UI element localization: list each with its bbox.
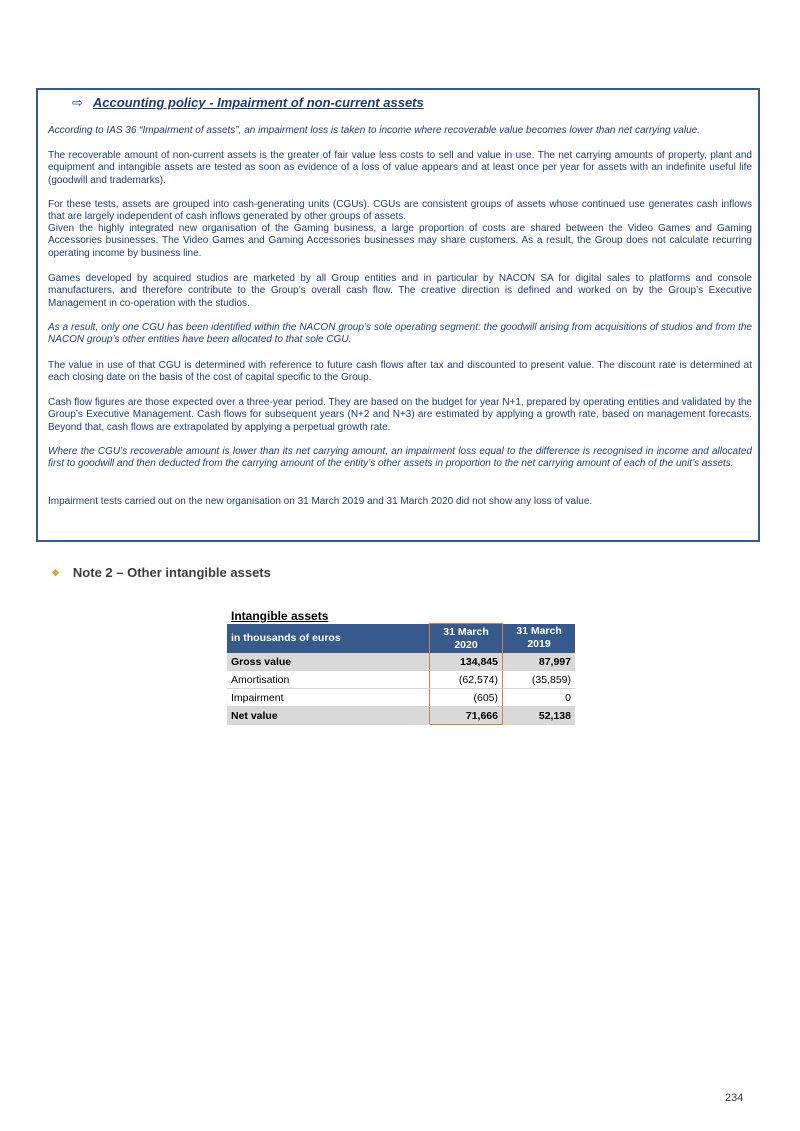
column-header-line: 2019 <box>527 638 551 651</box>
header-label: in thousands of euros <box>227 624 430 654</box>
note-heading-text: Note 2 – Other intangible assets <box>72 565 271 580</box>
policy-title <box>72 95 424 111</box>
intangible-assets-table <box>227 623 575 725</box>
row-label: Amortisation <box>227 671 430 689</box>
policy-paragraph: As a result, only one CGU has been identified within the NACON group’s sole operating segment: the goodwill arising from acquisitions of studios and from the NACON group’s other entities have been allocated to that sole CGU. <box>48 322 752 346</box>
row-label: Impairment <box>227 689 430 707</box>
row-label: Net value <box>227 707 430 725</box>
table-row <box>227 689 575 707</box>
cell-2020: (62,574) <box>430 671 503 689</box>
diamond-bullet-icon: ◆ <box>52 567 59 577</box>
policy-paragraph: For these tests, assets are grouped into cash-generating units (CGUs). CGUs are consistent groups of assets whose continued use generates cash inflows that are largely independent of cash inflows generated by other groups of assets. <box>48 199 752 223</box>
table-title: Intangible assets <box>231 609 329 623</box>
cell-2020: 134,845 <box>430 653 503 671</box>
table-header-row <box>227 624 575 654</box>
cell-2019: 87,997 <box>503 653 576 671</box>
cell-2020: (605) <box>430 689 503 707</box>
policy-paragraph: According to IAS 36 “Impairment of assets”, an impairment loss is taken to income where recoverable value becomes lower than net carrying value. <box>48 125 700 136</box>
policy-paragraph: Cash flow figures are those expected over a three-year period. They are based on the budget for year N+1, prepared by operating entities and validated by the Group’s Executive Management. Cash flows for subsequent years (N+2 and N+3) are estimated by applying a growth rate, based on management forecasts. Beyond that, cash flows are extrapolated by applying a perpetual growth rate. <box>48 397 752 433</box>
table-row <box>227 653 575 671</box>
cell-2019: 0 <box>503 689 576 707</box>
table-row <box>227 671 575 689</box>
policy-paragraph: Given the highly integrated new organisation of the Gaming business, a large proportion of costs are shared between the Video Games and Gaming Accessories businesses. The Video Games and Gaming Accessories businesses may share customers. As a result, the Group does not calculate recurring operating income by business line. <box>48 223 752 259</box>
column-header-line: 31 March <box>443 625 489 638</box>
cell-2019: (35,859) <box>503 671 576 689</box>
policy-title-text: Accounting policy - Impairment of non-current assets <box>92 95 424 110</box>
policy-paragraph: The value in use of that CGU is determined with reference to future cash flows after tax and discounted to present value. The discount rate is determined at each closing date on the basis of the cost of capital specific to the Group. <box>48 360 752 384</box>
policy-paragraph: Games developed by acquired studios are marketed by all Group entities and in particular by NACON SA for digital sales to platforms and console manufacturers, and therefore contribute to the Group’s overall cash flow. The creative direction is defined and worked on by the Group’s Executive Management in co-operation with the studios. <box>48 273 752 309</box>
column-header-line: 2020 <box>454 638 478 651</box>
note-heading <box>52 565 271 580</box>
table-row <box>227 707 575 725</box>
policy-paragraph: Impairment tests carried out on the new organisation on 31 March 2019 and 31 March 2020 did not show any loss of value. <box>48 496 593 507</box>
arrow-right-icon: ⇨ <box>72 95 83 110</box>
column-header-2020 <box>430 624 503 654</box>
cell-2020: 71,666 <box>430 707 503 725</box>
column-header-line: 31 March <box>516 625 562 638</box>
policy-paragraph: The recoverable amount of non-current assets is the greater of fair value less costs to sell and value in use. The net carrying amounts of property, plant and equipment and intangible assets are tested as soon as evidence of a loss of value appears and at least once per year for assets with an indefinite useful life (goodwill and trademarks). <box>48 150 752 186</box>
column-header-2019 <box>503 624 576 654</box>
page-number: 234 <box>725 1092 744 1104</box>
cell-2019: 52,138 <box>503 707 576 725</box>
row-label: Gross value <box>227 653 430 671</box>
policy-paragraph: Where the CGU’s recoverable amount is lower than its net carrying amount, an impairment loss equal to the difference is recognised in income and allocated first to goodwill and then deducted from the carrying amount of the entity’s other assets in proportion to the net carrying amount of each of the unit’s assets. <box>48 446 752 470</box>
